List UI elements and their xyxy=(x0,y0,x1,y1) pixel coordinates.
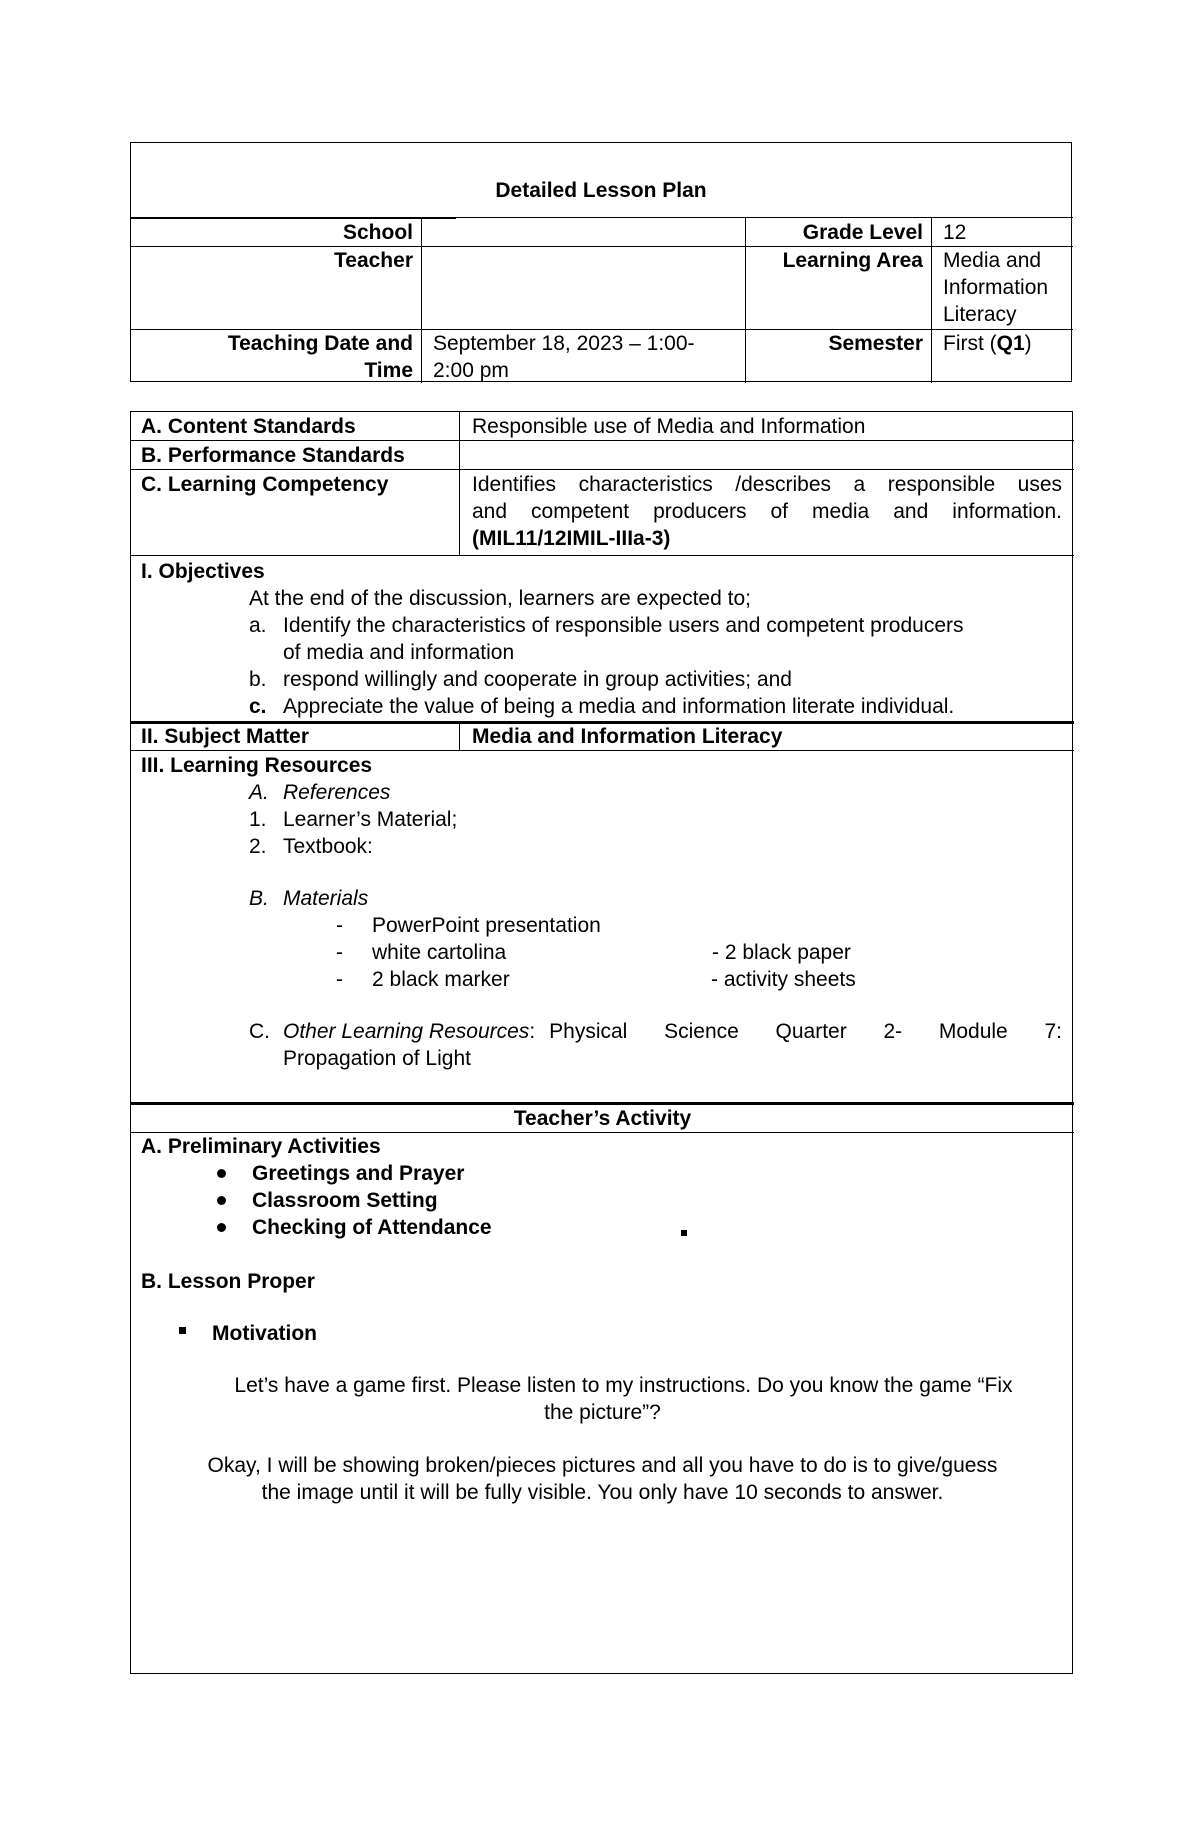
bullet-icon xyxy=(217,1223,226,1232)
other-resources-marker: C. xyxy=(249,1020,270,1043)
material-dash: - xyxy=(336,914,343,937)
semester-label: Semester xyxy=(828,332,923,355)
material-item: white cartolina xyxy=(372,941,507,964)
performance-standards-label: B. Performance Standards xyxy=(141,444,405,467)
objective-item: respond willingly and cooperate in group activities; and xyxy=(283,668,792,691)
lesson-proper-heading: B. Lesson Proper xyxy=(141,1270,315,1293)
material-item: - activity sheets xyxy=(711,968,856,991)
motivation-paragraph-2: Okay, I will be showing broken/pieces pictures and all you have to do is to give/guess the image until it will be fully visible. You only have 10 seconds to answer. xyxy=(207,1454,998,1504)
reference-marker: 1. xyxy=(249,808,267,831)
content-standards-value: Responsible use of Media and Information xyxy=(472,415,866,438)
objective-item: Appreciate the value of being a media and information literate individual. xyxy=(283,695,955,718)
learning-competency-label: C. Learning Competency xyxy=(141,473,389,496)
bullet-icon xyxy=(217,1169,226,1178)
subject-matter-value: Media and Information Literacy xyxy=(472,725,783,748)
divider xyxy=(131,750,1074,751)
learning-resources-heading: III. Learning Resources xyxy=(141,754,373,777)
materials-marker: B. xyxy=(249,887,269,910)
objective-item: Identify the characteristics of responsible users and competent producers of media and information xyxy=(283,614,964,664)
objectives-intro: At the end of the discussion, learners are expected to; xyxy=(249,587,751,610)
divider xyxy=(131,469,1074,470)
divider xyxy=(459,412,460,555)
subject-matter-label: II. Subject Matter xyxy=(141,725,310,748)
divider xyxy=(131,555,1074,556)
teachers-activity-header: Teacher’s Activity xyxy=(513,1107,692,1130)
motivation-paragraph-1: Let’s have a game first. Please listen to my instructions. Do you know the game “Fix the picture”? xyxy=(234,1374,1013,1424)
divider xyxy=(131,440,1074,441)
learning-area-value: Media and Information Literacy xyxy=(943,249,1049,326)
teacher-label: Teacher xyxy=(334,249,413,272)
school-label: School xyxy=(342,221,413,244)
semester-value: First (Q1) xyxy=(943,332,1032,355)
divider xyxy=(456,217,1073,218)
square-bullet-icon xyxy=(179,1327,186,1334)
grade-level-value: 12 xyxy=(943,221,967,244)
lesson-plan-body-table xyxy=(130,411,1073,1674)
divider xyxy=(931,217,932,383)
divider xyxy=(459,723,460,751)
material-dash: - xyxy=(336,968,343,991)
reference-item: Learner’s Material; xyxy=(283,808,458,831)
grade-level-label: Grade Level xyxy=(802,221,923,244)
motivation-heading: Motivation xyxy=(212,1322,317,1345)
teaching-date-value: September 18, 2023 – 1:00- 2:00 pm xyxy=(433,332,695,382)
reference-marker: 2. xyxy=(249,835,267,858)
preliminary-activities-heading: A. Preliminary Activities xyxy=(141,1135,381,1158)
teaching-date-label: Teaching Date and Time xyxy=(227,332,413,382)
references-marker: A. xyxy=(249,781,269,804)
bullet-icon xyxy=(217,1196,226,1205)
objective-marker: a. xyxy=(249,614,267,637)
other-resources: Other Learning Resources: Physical Science Quarter 2- Module 7: Propagation of Light xyxy=(283,1020,1062,1070)
materials-label: Materials xyxy=(283,887,369,910)
material-item: PowerPoint presentation xyxy=(372,914,601,937)
references-label: References xyxy=(283,781,391,804)
lesson-plan-header-table xyxy=(130,142,1072,382)
content-standards-label: A. Content Standards xyxy=(141,415,356,438)
preliminary-item: Greetings and Prayer xyxy=(252,1162,465,1185)
preliminary-item: Classroom Setting xyxy=(252,1189,438,1212)
preliminary-item: Checking of Attendance xyxy=(252,1216,492,1239)
learning-competency-value: Identifies characteristics /describes a responsible uses and competent producers of media and information. (MIL11/12IMIL-IIIa-3) xyxy=(472,473,1062,550)
square-bullet-icon xyxy=(681,1230,687,1236)
document-title: Detailed Lesson Plan xyxy=(495,179,707,202)
material-item: 2 black marker xyxy=(372,968,510,991)
material-item: - 2 black paper xyxy=(712,941,851,964)
material-dash: - xyxy=(336,941,343,964)
objectives-heading: I. Objectives xyxy=(141,560,265,583)
objective-marker: c. xyxy=(249,695,267,718)
divider xyxy=(421,217,422,383)
reference-item: Textbook: xyxy=(283,835,373,858)
learning-area-label: Learning Area xyxy=(782,249,923,272)
objective-marker: b. xyxy=(249,668,267,691)
